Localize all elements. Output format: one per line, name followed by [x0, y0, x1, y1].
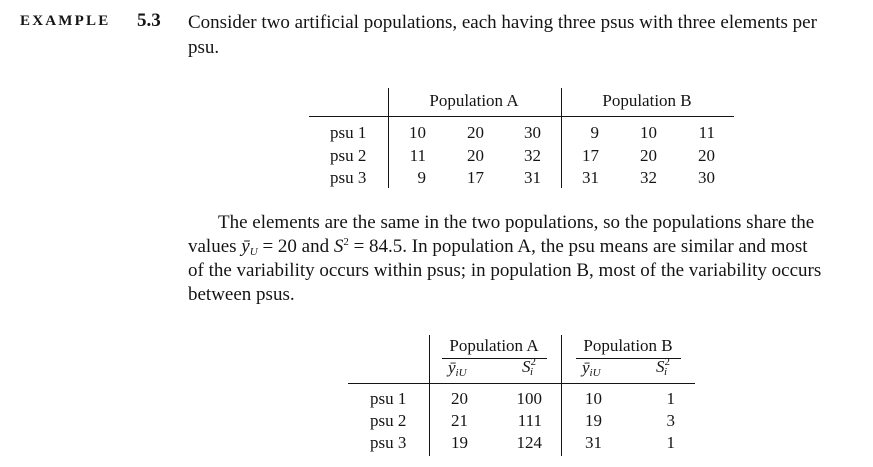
table-1-cell: 32 [524, 146, 541, 165]
table-2-cell: 10 [585, 389, 602, 408]
table-2-col-mean-a: $ȳ_{iU}$ [448, 358, 467, 379]
table-1-cell: 11 [409, 146, 426, 165]
intro-line-2: psu. [188, 37, 220, 58]
table-2-cell: 1 [666, 389, 675, 408]
s-symbol: S [333, 236, 344, 257]
table-2-cell: 124 [516, 433, 542, 452]
table-1-cell: 20 [698, 146, 715, 165]
table-1-cell: 30 [524, 123, 541, 142]
table-1-cell: 9 [590, 123, 599, 142]
table-1-header-rule [309, 116, 734, 117]
table-1-cell: 9 [417, 168, 426, 187]
table-2-divider-label [429, 335, 430, 456]
table-2-cell: 3 [666, 411, 675, 430]
table-1-cell: 10 [409, 123, 426, 142]
y-bar-subscript: U [249, 246, 258, 258]
paragraph-line-3: of the variability occurs within psus; in population B, most of the variability occurs [188, 260, 822, 281]
intro-line-1: Consider two artificial populations, each having three psus with three elements per [188, 12, 817, 33]
table-1-group-a: Population A [429, 91, 519, 110]
table-2-divider-groups [561, 335, 562, 456]
paragraph-line-4: between psus. [188, 284, 295, 305]
table-1-row-label: psu 2 [330, 146, 367, 165]
table-2-col-var-a: $S^2_i$ [522, 356, 536, 378]
table-1-divider-label [388, 88, 389, 188]
example-label: EXAMPLE [20, 13, 111, 29]
table-2-row-label: psu 3 [370, 433, 407, 452]
table-1-cell: 20 [467, 146, 484, 165]
table-1-row-label: psu 3 [330, 168, 367, 187]
table-2-col-var-b: $S^2_i$ [656, 356, 670, 378]
table-2-cell: 100 [516, 389, 542, 408]
table-2-cell: 20 [451, 389, 468, 408]
table-1-cell: 20 [640, 146, 657, 165]
table-2-cell: 1 [666, 433, 675, 452]
table-1-cell: 17 [582, 146, 599, 165]
table-2-cell: 111 [517, 411, 542, 430]
table-1-cell: 31 [524, 168, 541, 187]
table-2-group-b: Population B [583, 336, 673, 355]
table-1-cell: 10 [640, 123, 657, 142]
table-2-col-mean-b: $ȳ_{iU}$ [582, 358, 601, 379]
table-1-cell: 31 [582, 168, 599, 187]
table-2-row-label: psu 2 [370, 411, 407, 430]
s-superscript: 2 [343, 236, 349, 248]
table-1-cell: 17 [467, 168, 484, 187]
table-2-group-a: Population A [449, 336, 539, 355]
table-1-group-b: Population B [602, 91, 692, 110]
y-bar-symbol: ȳ [241, 236, 250, 257]
table-1-cell: 11 [698, 123, 715, 142]
table-1-row-label: psu 1 [330, 123, 367, 142]
paragraph-line-2: values $ȳ_U = 20$ and $S^2 = 84.5$. In population A, the psu means are similar and most [188, 236, 808, 258]
table-1-cell: 32 [640, 168, 657, 187]
table-2-cell: 19 [451, 433, 468, 452]
table-2-row-label: psu 1 [370, 389, 407, 408]
paragraph-line-1: The elements are the same in the two populations, so the populations share the [218, 212, 815, 233]
table-1-cell: 30 [698, 168, 715, 187]
table-1-cell: 20 [467, 123, 484, 142]
table-2-cell: 31 [585, 433, 602, 452]
table-1-divider-groups [561, 88, 562, 188]
table-2-cell: 19 [585, 411, 602, 430]
example-number: 5.3 [137, 10, 161, 31]
table-2-cell: 21 [451, 411, 468, 430]
table-2-header-rule [348, 383, 695, 384]
